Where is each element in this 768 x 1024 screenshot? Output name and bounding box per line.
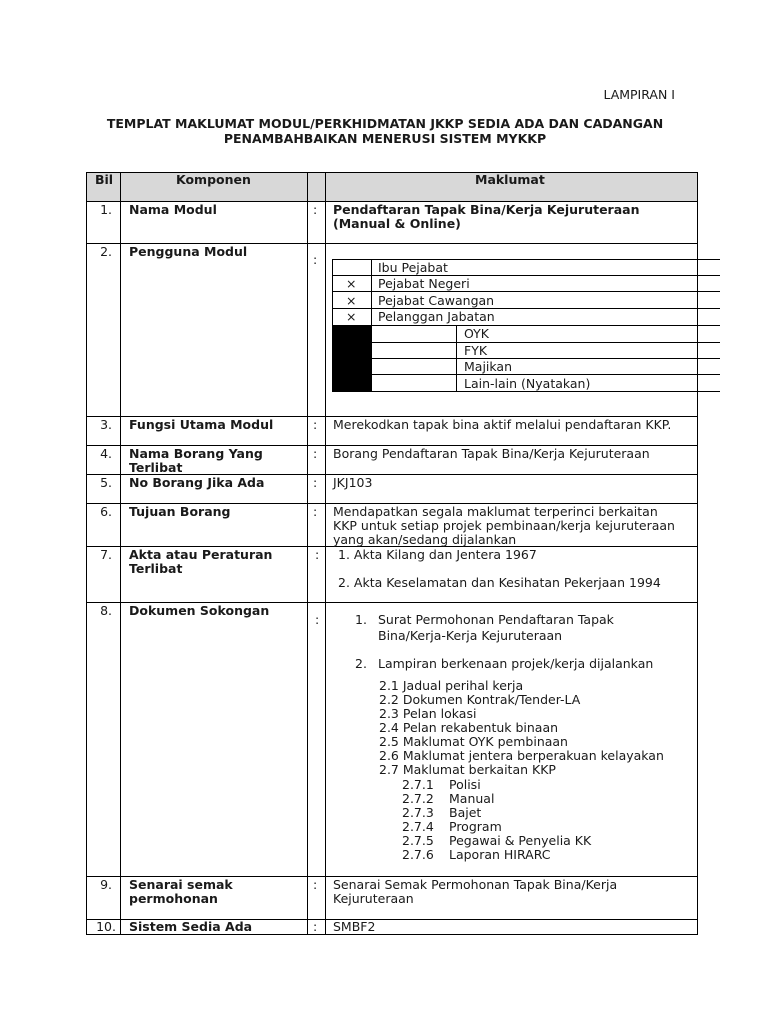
- row10-colon: :: [313, 919, 318, 934]
- row2-colon: :: [313, 252, 318, 267]
- dokumen-subsub-num-5: 2.7.5: [402, 833, 434, 848]
- row2-komponen: Pengguna Modul: [129, 244, 248, 259]
- row10-bil: 10.: [96, 919, 116, 934]
- pengguna-item-pelanggan-jabatan: Pelanggan Jabatan: [378, 309, 495, 324]
- dokumen-item2-num: 2.: [355, 656, 367, 671]
- dokumen-item1-num: 1.: [355, 612, 367, 627]
- row8-bil: 8.: [100, 603, 112, 618]
- row4-maklumat: Borang Pendaftaran Tapak Bina/Kerja Kejuruteraan: [333, 446, 650, 461]
- row2-bil: 2.: [100, 244, 112, 259]
- row8-komponen: Dokumen Sokongan: [129, 603, 270, 618]
- row9-maklumat-2: Kejuruteraan: [333, 891, 414, 906]
- row6-maklumat-3: yang akan/sedang dijalankan: [333, 532, 517, 547]
- row4-komponen-2: Terlibat: [129, 460, 183, 475]
- row9-maklumat: Senarai Semak Permohonan Tapak Bina/Kerja: [333, 877, 618, 892]
- pengguna-mark-4: ×: [346, 309, 357, 324]
- pengguna-sub-majikan: Majikan: [464, 359, 512, 374]
- header-maklumat: Maklumat: [475, 172, 545, 187]
- dokumen-subsub-num-4: 2.7.4: [402, 819, 434, 834]
- row4-komponen: Nama Borang Yang: [129, 446, 263, 461]
- shaded-cell: [332, 325, 371, 391]
- row4-bil: 4.: [100, 446, 112, 461]
- lampiran-label: LAMPIRAN I: [603, 87, 675, 102]
- dokumen-sub-2-3: 2.3 Pelan lokasi: [379, 706, 477, 721]
- row8-colon: :: [315, 612, 320, 627]
- row7-colon: :: [315, 547, 320, 562]
- dokumen-subsub-label-4: Program: [449, 819, 502, 834]
- row3-bil: 3.: [100, 417, 112, 432]
- row9-colon: :: [313, 877, 318, 892]
- pengguna-mark-3: ×: [346, 293, 357, 308]
- row5-maklumat: JKJ103: [333, 475, 373, 490]
- document-title-line2: PENAMBAHBAIKAN MENERUSI SISTEM MYKKP: [223, 131, 547, 146]
- dokumen-sub-2-5: 2.5 Maklumat OYK pembinaan: [379, 734, 568, 749]
- row7-komponen-2: Terlibat: [129, 561, 183, 576]
- pengguna-sub-lain-lain: Lain-lain (Nyatakan): [464, 376, 591, 391]
- pengguna-sub-oyk: OYK: [464, 326, 489, 341]
- row4-colon: :: [313, 446, 318, 461]
- dokumen-subsub-label-3: Bajet: [449, 805, 482, 820]
- row1-maklumat-2: (Manual & Online): [333, 216, 461, 231]
- row6-maklumat: Mendapatkan segala maklumat terperinci berkaitan: [333, 504, 658, 519]
- pengguna-sub-fyk: FYK: [464, 343, 488, 358]
- row7-bil: 7.: [100, 547, 112, 562]
- dokumen-sub-2-6: 2.6 Maklumat jentera berperakuan kelayakan: [379, 748, 664, 763]
- row9-komponen-2: permohonan: [129, 891, 218, 906]
- dokumen-subsub-label-2: Manual: [449, 791, 495, 806]
- row5-komponen: No Borang Jika Ada: [129, 475, 265, 490]
- dokumen-sub-2-2: 2.2 Dokumen Kontrak/Tender-LA: [379, 692, 581, 707]
- document-title-line1: TEMPLAT MAKLUMAT MODUL/PERKHIDMATAN JKKP SEDIA ADA DAN CADANGAN: [106, 116, 664, 131]
- dokumen-sub-2-1: 2.1 Jadual perihal kerja: [379, 678, 524, 693]
- dokumen-subsub-num-1: 2.7.1: [402, 777, 434, 792]
- row6-maklumat-2: KKP untuk setiap projek pembinaan/kerja kejuruteraan: [333, 518, 675, 533]
- row3-komponen: Fungsi Utama Modul: [129, 417, 274, 432]
- dokumen-subsub-num-3: 2.7.3: [402, 805, 434, 820]
- row3-colon: :: [313, 417, 318, 432]
- row7-maklumat-2: 2. Akta Keselamatan dan Kesihatan Pekerjaan 1994: [338, 575, 661, 590]
- dokumen-subsub-num-2: 2.7.2: [402, 791, 434, 806]
- row6-bil: 6.: [100, 504, 112, 519]
- row6-komponen: Tujuan Borang: [129, 504, 231, 519]
- row1-maklumat: Pendaftaran Tapak Bina/Kerja Kejuruteraan: [333, 202, 640, 217]
- row3-maklumat: Merekodkan tapak bina aktif melalui pendaftaran KKP.: [333, 417, 672, 432]
- dokumen-subsub-label-1: Polisi: [449, 777, 481, 792]
- dokumen-subsub-num-6: 2.7.6: [402, 847, 434, 862]
- row5-bil: 5.: [100, 475, 112, 490]
- row7-komponen: Akta atau Peraturan: [129, 547, 273, 562]
- row10-komponen: Sistem Sedia Ada: [129, 919, 253, 934]
- pengguna-mark-2: ×: [346, 276, 357, 291]
- dokumen-item1-line1: Surat Permohonan Pendaftaran Tapak: [378, 612, 614, 627]
- dokumen-item1-line2: Bina/Kerja-Kerja Kejuruteraan: [378, 628, 563, 643]
- row9-komponen: Senarai semak: [129, 877, 233, 892]
- dokumen-subsub-label-5: Pegawai & Penyelia KK: [449, 833, 592, 848]
- dokumen-subsub-label-6: Laporan HIRARC: [449, 847, 551, 862]
- row7-maklumat: 1. Akta Kilang dan Jentera 1967: [338, 547, 537, 562]
- header-komponen: Komponen: [176, 172, 251, 187]
- pengguna-item-pejabat-negeri: Pejabat Negeri: [378, 276, 470, 291]
- dokumen-sub-2-4: 2.4 Pelan rekabentuk binaan: [379, 720, 559, 735]
- row10-maklumat: SMBF2: [333, 919, 376, 934]
- row6-colon: :: [313, 504, 318, 519]
- row1-komponen: Nama Modul: [129, 202, 217, 217]
- pengguna-item-pejabat-cawangan: Pejabat Cawangan: [378, 293, 495, 308]
- header-bil: Bil: [95, 172, 114, 187]
- row1-bil: 1.: [100, 202, 112, 217]
- row5-colon: :: [313, 475, 318, 490]
- dokumen-item2: Lampiran berkenaan projek/kerja dijalankan: [378, 656, 654, 671]
- row9-bil: 9.: [100, 877, 112, 892]
- pengguna-item-ibu-pejabat: Ibu Pejabat: [378, 260, 448, 275]
- row1-colon: :: [313, 202, 318, 217]
- dokumen-sub-2-7: 2.7 Maklumat berkaitan KKP: [379, 762, 556, 777]
